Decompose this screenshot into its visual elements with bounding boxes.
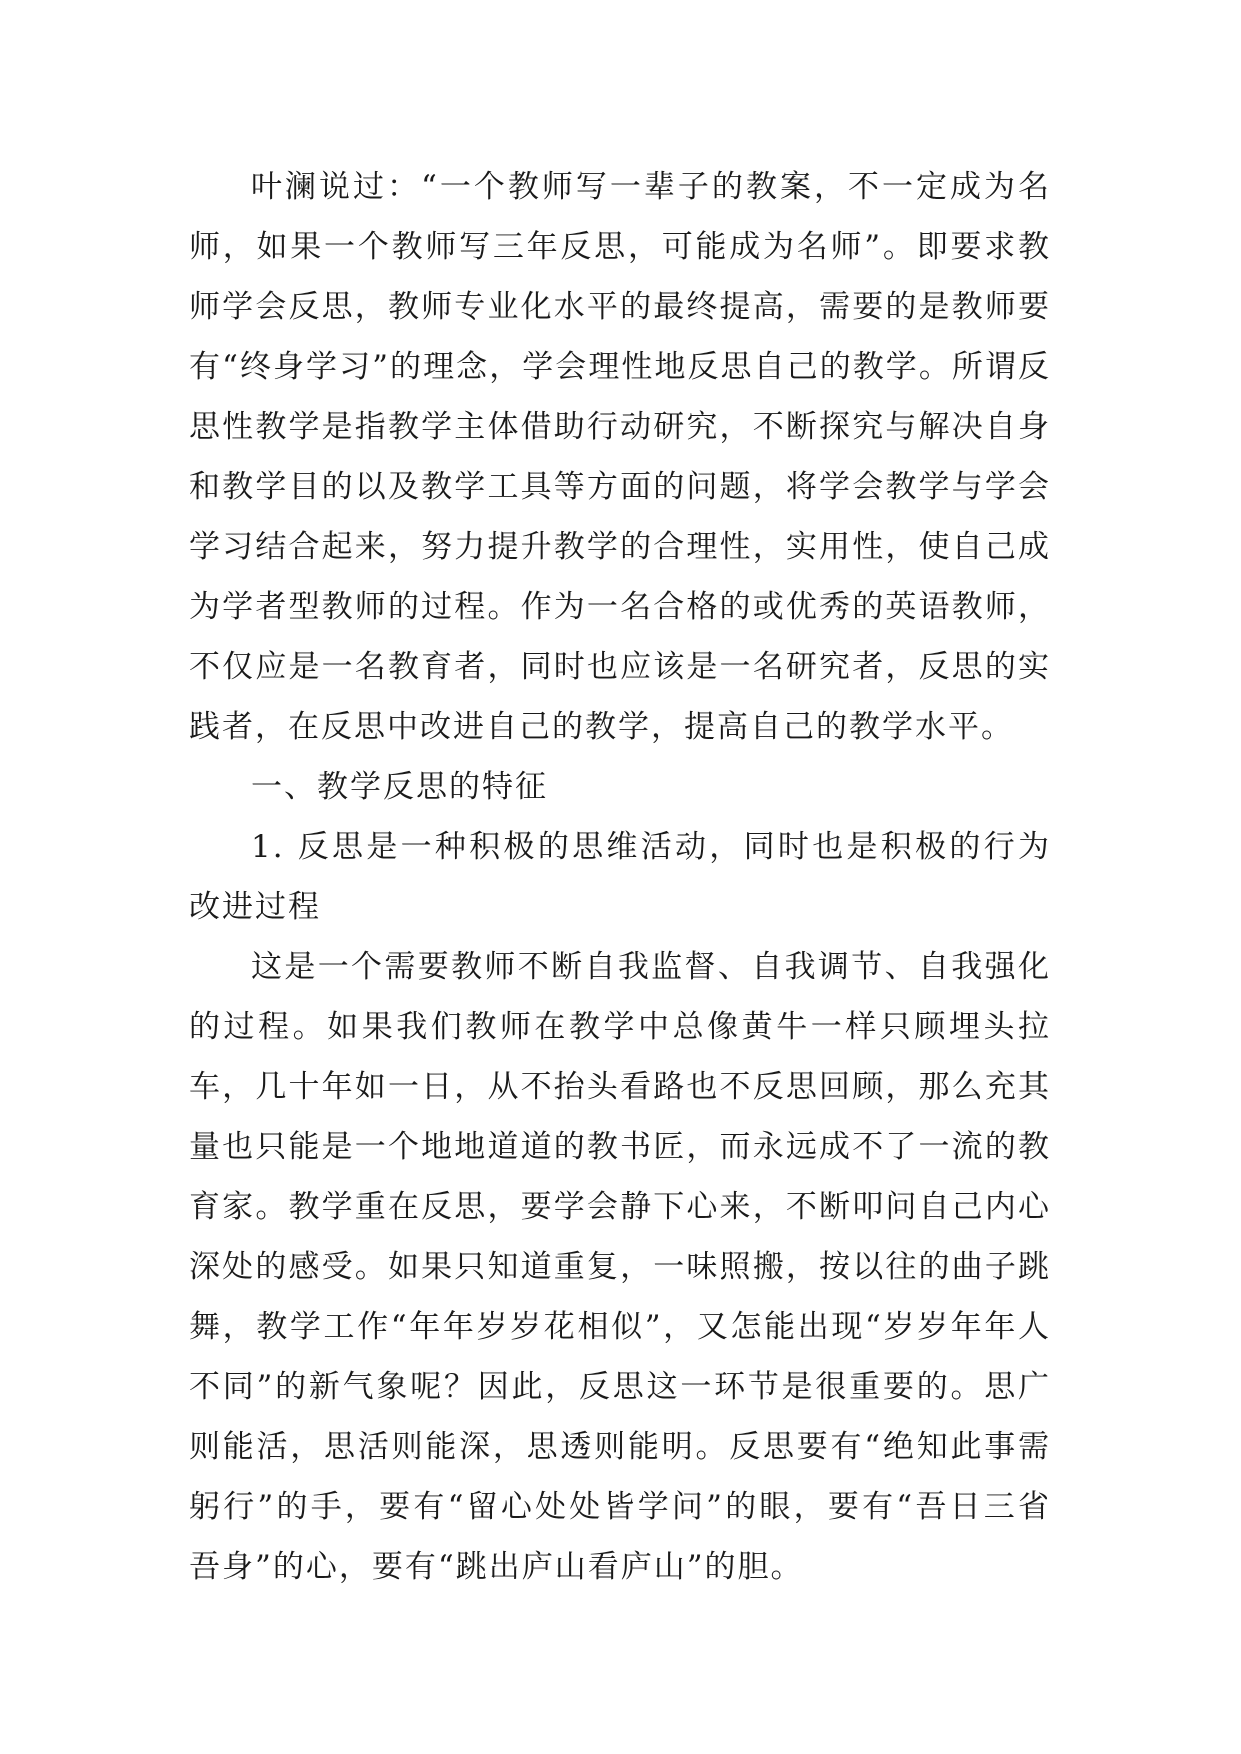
intro-paragraph: 叶澜说过：“一个教师写一辈子的教案，不一定成为名师，如果一个教师写三年反思，可能成为名师”。即要求教师学会反思，教师专业化水平的最终提高，需要的是教师要有“终身学习”的理念，学会理性地反思自己的教学。所谓反思性教学是指教学主体借助行动研究，不断探究与解决自身和教学目的以及教学工具等方面的问题，将学会教学与学会学习结合起来，努力提升教学的合理性，实用性，使自己成为学者型教师的过程。作为一名合格的或优秀的英语教师，不仅应是一名教育者，同时也应该是一名研究者，反思的实践者，在反思中改进自己的教学，提高自己的教学水平。 [189, 169, 1051, 745]
subsection-heading: 1. 反思是一种积极的思维活动，同时也是积极的行为改进过程 [189, 829, 1051, 925]
body-paragraph: 这是一个需要教师不断自我监督、自我调节、自我强化的过程。如果我们教师在教学中总像黄牛一样只顾埋头拉车，几十年如一日，从不抬头看路也不反思回顾，那么充其量也只能是一个地地道道的教书匠，而永远成不了一流的教育家。教学重在反思，要学会静下心来，不断叩问自己内心深处的感受。如果只知道重复，一味照搬，按以往的曲子跳舞，教学工作“年年岁岁花相似”，又怎能出现“岁岁年年人不同”的新气象呢？因此，反思这一环节是很重要的。思广则能活，思活则能深，思透则能明。反思要有“绝知此事需躬行”的手，要有“留心处处皆学问”的眼，要有“吾日三省吾身”的心，要有“跳出庐山看庐山”的胆。 [189, 949, 1051, 1585]
section-heading: 一、教学反思的特征 [251, 769, 548, 805]
document-body [189, 157, 1051, 1597]
